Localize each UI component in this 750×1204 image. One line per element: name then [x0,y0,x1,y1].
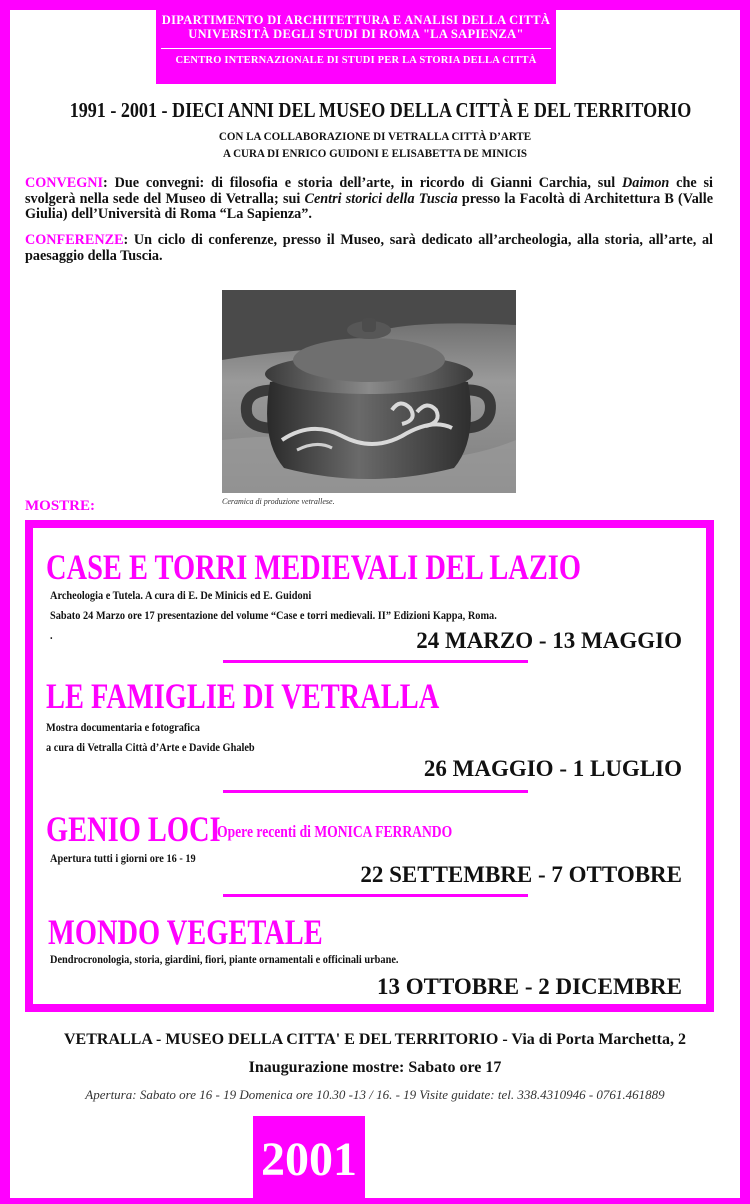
ceramic-pot-illustration [222,290,516,493]
header-divider [161,48,551,49]
exhibition-line: Dendrocronologia, storia, giardini, fiori, piante ornamentali e officinali urbane. [50,952,399,966]
exhibition-title: GENIO LOCI [46,809,221,849]
convegni-italic-b: Centri storici della Tuscia [304,190,458,207]
convegni-paragraph [25,176,713,223]
exhibition-line: Sabato 24 Marzo ore 17 presentazione del volume “Case e torri medievali. II” Edizioni Kappa, Roma. [50,608,497,622]
exhibition-separator [223,790,528,793]
exhibition-line: Archeologia e Tutela. A cura di E. De Minicis ed E. Guidoni [50,588,312,602]
hours-contacts: Apertura: Sabato ore 16 - 19 Domenica ore 10.30 -13 / 16. - 19 Visite guidate: tel. 338.4310946 - 0761.461889 [85,1087,665,1102]
exhibition-dates: 13 OTTOBRE - 2 DICEMBRE [376,974,682,999]
header-banner [156,0,556,84]
convegni-italic-a: Daimon [622,175,670,191]
exhibitions-box [25,520,714,1012]
exhibition-separator [223,660,528,663]
collaboration-line: CON LA COLLABORAZIONE DI VETRALLA CITTÀ D’ARTE [218,129,532,143]
exhibition-title: LE FAMIGLIE DI VETRALLA [46,676,440,716]
venue-address: VETRALLA - MUSEO DELLA CITTA' E DEL TERRITORIO - Via di Porta Marchetta, 2 [64,1031,686,1048]
year-badge: 2001 [253,1116,365,1204]
header-university: UNIVERSITÀ DEGLI STUDI DI ROMA "LA SAPIENZA" [188,27,524,41]
exhibition-title: CASE E TORRI MEDIEVALI DEL LAZIO [46,547,582,587]
exhibition-line: Apertura tutti i giorni ore 16 - 19 [50,851,196,865]
photo-caption: Ceramica di produzione vetrallese. [222,497,335,506]
convegni-text-b: che si svolgerà nella sede del Museo di Vetralla; sui [25,175,713,207]
convegni-text-c: presso la Facoltà di Architettura B (Valle Giulia) dell’Università di Roma “La Sapienza”. [25,190,713,222]
exhibition-title: MONDO VEGETALE [48,912,323,952]
conferenze-paragraph [25,233,713,264]
convegni-keyword: CONVEGNI [25,175,104,191]
opening-info: Inaugurazione mostre: Sabato ore 17 [248,1059,502,1076]
exhibition-subtitle: Opere recenti di MONICA FERRANDO [217,822,453,841]
exhibition-line: a cura di Vetralla Città d’Arte e Davide Ghaleb [46,740,255,754]
exhibition-dates: 22 SETTEMBRE - 7 OTTOBRE [360,862,682,887]
header-department: DIPARTIMENTO DI ARCHITETTURA E ANALISI DELLA CITTÀ [161,13,551,27]
exhibition-dates: 26 MAGGIO - 1 LUGLIO [423,756,682,781]
conferenze-text: : Un ciclo di conferenze, presso il Museo, sarà dedicato all’archeologia, alla storia, all’arte, al paesaggio della Tuscia. [25,232,713,264]
ceramic-pot-photo [222,290,516,493]
exhibition-dot: . [50,628,53,642]
header-centre: CENTRO INTERNAZIONALE DI STUDI PER LA STORIA DELLA CITTÀ [175,55,537,66]
exhibition-line: Mostra documentaria e fotografica [46,720,200,734]
poster-title: 1991 - 2001 - DIECI ANNI DEL MUSEO DELLA CITTÀ E DEL TERRITORIO [69,98,692,122]
conferenze-keyword: CONFERENZE [25,232,124,248]
curators-line: A CURA DI ENRICO GUIDONI E ELISABETTA DE MINICIS [222,146,528,160]
convegni-text-a: : Due convegni: di filosofia e storia dell’arte, in ricordo di Gianni Carchia, sul [103,175,623,191]
exhibition-separator [223,894,528,897]
exhibition-dates: 24 MARZO - 13 MAGGIO [416,628,682,653]
mostre-label: MOSTRE: [25,498,96,514]
